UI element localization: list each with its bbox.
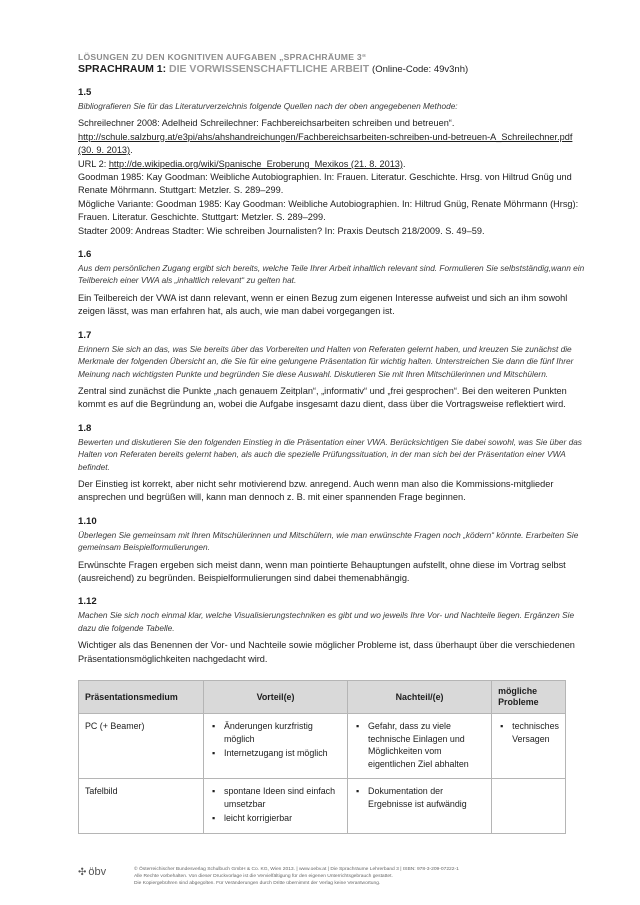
header-medium: Präsentationsmedium bbox=[79, 681, 204, 714]
document-kicker: LÖSUNGEN ZU DEN KOGNITIVEN AUFGABEN „SPRACHRÄUME 3“ bbox=[78, 52, 367, 62]
list-item: ▪ spontane Ideen sind einfach umsetzbar bbox=[210, 785, 341, 810]
copyright-line: © Österreichischer Bundesverlag Schulbuch GmbH & Co. KG, Wien 2013. | www.oebv.at | Die Sprachräume Lehrerband 3 | ISBN: 978-3-209-07222-1 bbox=[134, 867, 459, 872]
section-number: 1.12 bbox=[78, 596, 97, 608]
reference-4: Mögliche Variante: Goodman 1985: Kay Goodman: Weibliche Autobiographien. In: Hiltrud Gnüg, Renate Möhrmann (Hrsg): Frauen. Literatur. Geschichte. Stuttgart: Metzler. S. 289–299. bbox=[78, 198, 579, 223]
list-item: ▪ leicht korrigierbar bbox=[210, 812, 341, 825]
publisher-logo-icon: ✣ bbox=[78, 867, 87, 878]
reference-1-text: Schreilechner 2008: Adelheid Schreilechner: Fachbereichsarbeiten schreiben und betreuen“. bbox=[78, 118, 455, 129]
chapter-heading bbox=[78, 63, 586, 76]
answer-text: Wichtiger als das Benennen der Vor- und Nachteile sowie möglicher Probleme ist, dass überhaupt über die verschiedenen Präsentationsmöglichkeiten nachgedacht wird. bbox=[78, 640, 575, 664]
list-item: ▪ Gefahr, dass zu viele technische Einlagen und Möglichkeiten vom eigentlichen Ziel abhalten bbox=[354, 720, 485, 770]
copyright-line: Die Kopiergebühren sind abgegolten. Für Veränderungen durch Dritte übernimmt der Verlag keine Verantwortung. bbox=[134, 881, 381, 886]
table-row bbox=[79, 714, 566, 779]
copyright-line: Alle Rechte vorbehalten. Von dieser Druckvorlage ist die Vervielfältigung für den eigenen Unterrichtsgebrauch gestattet. bbox=[134, 874, 393, 879]
reference-2-link[interactable]: http://de.wikipedia.org/wiki/Spanische_Eroberung_Mexikos (21. 8. 2013) bbox=[108, 158, 403, 169]
task-text: Aus dem persönlichen Zugang ergibt sich bereits, welche Teile Ihrer Arbeit inhaltlich relevant sind. Formulieren Sie selbstständig,wann ein Teilbereich einer VWA als „inhaltlich relevant“ zu gelten hat. bbox=[78, 263, 585, 286]
section-1-10 bbox=[78, 516, 586, 586]
section-1-5 bbox=[78, 87, 586, 238]
copyright-notice bbox=[134, 866, 604, 887]
publisher-logo-text: öbv bbox=[88, 866, 107, 878]
answer-text: Zentral sind zunächst die Punkte „nach genauem Zeitplan“, „informativ“ und „frei gesprochen“. Bei den weiteren Punkten kommt es auf die Begründung an, wobei die Aufgabe insgesamt dazu dient, dass über die Vortragsweise reflektiert wird. bbox=[78, 385, 567, 410]
section-number: 1.5 bbox=[78, 87, 92, 98]
section-1-12 bbox=[78, 596, 586, 666]
reference-1-link[interactable]: http://schule.salzburg.at/e3pi/ahs/ahshandreichungen/Fachbereichsarbeiten-schreiben-und-betreuen-A_Schreilechner.pdf (30. 9. 2013) bbox=[78, 131, 573, 156]
header-probleme: mögliche Probleme bbox=[492, 681, 566, 714]
list-item: ▪ Dokumentation der Ergebnisse ist aufwändig bbox=[354, 785, 485, 810]
table-header-row bbox=[79, 681, 566, 714]
table-row bbox=[79, 779, 566, 834]
task-text: Machen Sie sich noch einmal klar, welche Visualisierungstechniken es gibt und wo jeweils Ihre Vor- und Nachteile liegen. Ergänzen Sie dazu die folgende Tabelle. bbox=[78, 610, 575, 633]
reference-1-end: . bbox=[130, 145, 133, 156]
section-1-6 bbox=[78, 249, 586, 319]
task-text: Überlegen Sie gemeinsam mit Ihren Mitschülerinnen und Mitschülern, wie man erwünschte Fragen noch „ködern“ könnte. Erarbeiten Sie gemeinsam Beispielformulierungen. bbox=[78, 529, 579, 553]
chapter-title: DIE VORWISSENSCHAFTLICHE ARBEIT bbox=[169, 63, 370, 75]
cell-nachteile bbox=[348, 714, 492, 779]
list-item: ▪ Internetzugang ist möglich bbox=[210, 747, 341, 760]
section-1-7 bbox=[78, 330, 586, 412]
header-vorteile: Vorteil(e) bbox=[204, 681, 348, 714]
reference-2-end: . bbox=[402, 158, 406, 169]
chapter-label: SPRACHRAUM 1: bbox=[78, 63, 170, 75]
cell-probleme bbox=[492, 779, 566, 834]
answer-text: Ein Teilbereich der VWA ist dann relevant, wenn er einen Bezug zum eigenen Interesse aufweist und sich an ihm sowohl zeigen lässt, was man erfahren hat, als auch, wie man dabei vorgegangen ist. bbox=[78, 292, 568, 317]
list-item: ▪ technisches Versagen bbox=[498, 720, 559, 745]
publisher-logo bbox=[78, 866, 106, 878]
page-content bbox=[78, 52, 586, 666]
answer-text bbox=[78, 117, 586, 238]
reference-2-text: URL 2: bbox=[78, 158, 109, 169]
reference-2 bbox=[78, 158, 586, 171]
task-text: Bibliografieren Sie für das Literaturverzeichnis folgende Quellen nach der oben angegebenen Methode: bbox=[78, 101, 458, 111]
answer-text: Erwünschte Fragen ergeben sich meist dann, wenn man pointierte Behauptungen aufstellt, ohne diese im Vortrag selbst (ausreichend) zu begründen. Beispielformulierungen sind dabei themenabhängig. bbox=[78, 559, 566, 583]
cell-vorteile bbox=[204, 714, 348, 779]
task-text: Bewerten und diskutieren Sie den folgenden Einstieg in die Präsentation einer VWA. Berücksichtigen Sie dabei sowohl, was Sie über das Halten von Referaten bereits gelernt haben, als auch die spezielle Prüfungssituation, in der man sich bei der Präsentation einer VWA befindet. bbox=[78, 436, 582, 472]
reference-3: Goodman 1985: Kay Goodman: Weibliche Autobiographien. In: Frauen. Literatur. Geschichte. Hrsg. von Hiltrud Gnüg und Renate Möhrmann. Stuttgart: Metzler. S. 289–299. bbox=[78, 172, 572, 196]
reference-1 bbox=[78, 117, 586, 157]
cell-nachteile bbox=[348, 779, 492, 834]
list-item: ▪ Änderungen kurzfristig möglich bbox=[210, 720, 341, 745]
cell-probleme bbox=[492, 714, 566, 779]
section-number: 1.8 bbox=[78, 422, 92, 434]
section-number: 1.6 bbox=[78, 249, 92, 261]
answer-text: Der Einstieg ist korrekt, aber nicht sehr motivierend bzw. anregend. Auch wenn man also die Kommissions-mitglieder ansprechen und begrüßen will, kann man dennoch z. B. mit einer spannenden Frage beginnen. bbox=[78, 478, 554, 503]
section-1-8 bbox=[78, 423, 586, 505]
section-number: 1.7 bbox=[78, 329, 92, 341]
cell-medium: Tafelbild bbox=[79, 779, 204, 834]
header-nachteile: Nachteil/(e) bbox=[348, 681, 492, 714]
cell-medium: PC (+ Beamer) bbox=[79, 714, 204, 779]
online-code: (Online-Code: 49v3nh) bbox=[372, 64, 469, 75]
presentation-media-table bbox=[78, 680, 566, 834]
task-text: Erinnern Sie sich an das, was Sie bereits über das Vorbereiten und Halten von Referaten gelernt haben, und kreuzen Sie zunächst die Merkmale der folgenden Übersicht an, die Sie für eine gelungene Präsentation für wichtig halten. Unterstreichen Sie dann die fünf Ihrer Meinung nach wichtigsten Punkte und begründen Sie diese Auswahl. Diskutieren Sie mit Ihren Mitschülerinnen und Mitschülern. bbox=[78, 343, 574, 379]
reference-5: Stadter 2009: Andreas Stadter: Wie schreiben Journalisten? In: Praxis Deutsch 218/2009. S. 49–59. bbox=[78, 225, 485, 236]
cell-vorteile bbox=[204, 779, 348, 834]
section-number: 1.10 bbox=[78, 515, 97, 527]
